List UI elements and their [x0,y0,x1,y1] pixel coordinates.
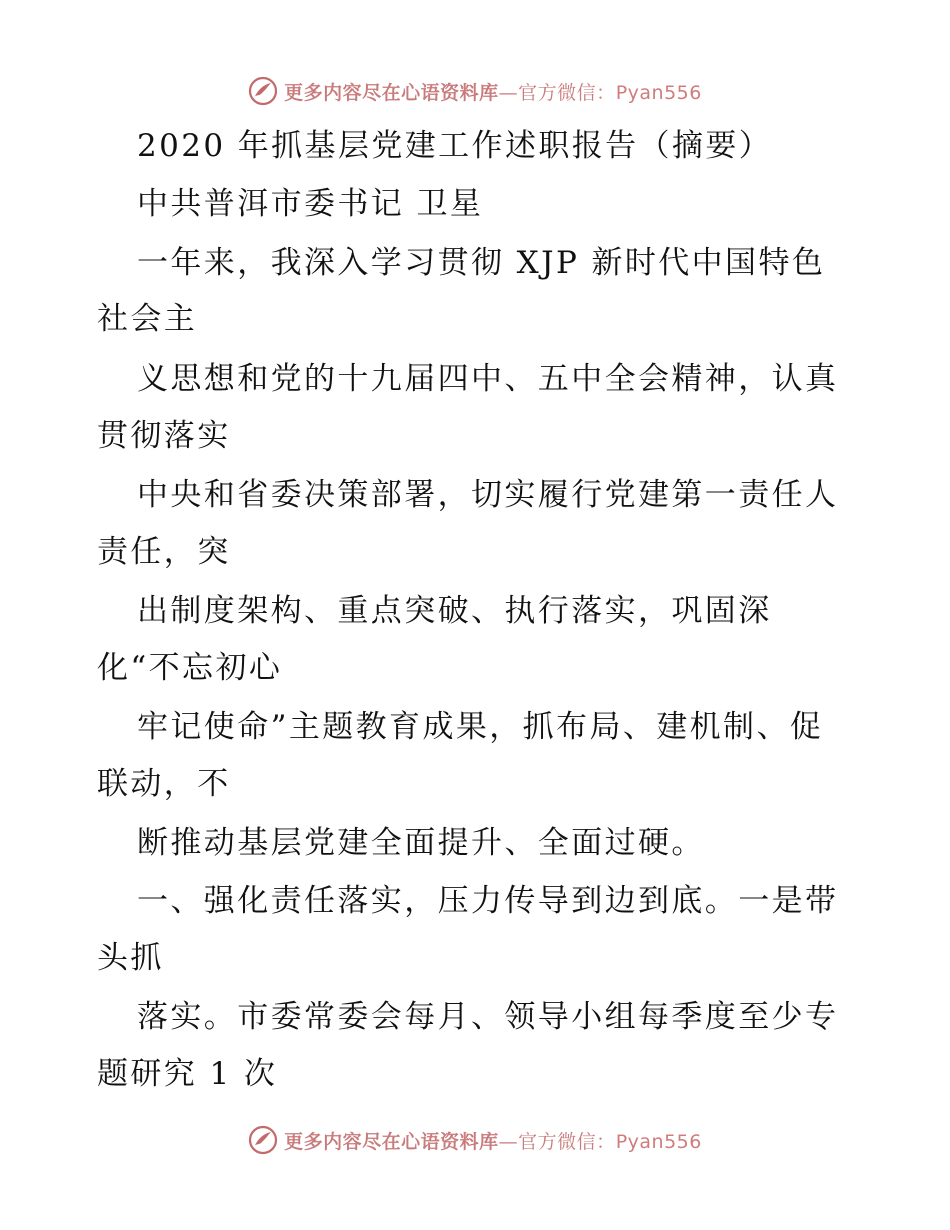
paragraph-line: 题研究 1 次 [97,1056,278,1092]
paragraph-line: 一年来，我深入学习贯彻 XJP 新时代中国特色 [137,245,826,281]
section-heading-line: 一、强化责任落实，压力传导到边到底。一是带 [137,883,839,919]
watermark-label: 官方微信： [518,81,616,104]
watermark-separator: — [498,1130,519,1153]
watermark-brand: 更多内容尽在心语资料库 [284,81,499,104]
watermark-text [284,1127,702,1154]
paragraph-line: 联动，不 [97,766,231,802]
watermark-separator: — [498,81,519,104]
paragraph-line: 出制度架构、重点突破、执行落实，巩固深 [137,593,772,629]
paragraph-line: 牢记使命”主题教育成果，抓布局、建机制、促 [137,709,824,745]
paragraph-line: 落实。市委常委会每月、领导小组每季度至少专 [137,999,839,1035]
paragraph-line: 头抓 [97,940,164,976]
watermark-wechat-id: Pyan556 [615,1130,702,1153]
watermark-brand: 更多内容尽在心语资料库 [284,1130,499,1153]
watermark-wechat-id: Pyan556 [615,81,702,104]
document-author: 中共普洱市委书记 卫星 [137,186,484,222]
footer-watermark [0,1122,950,1158]
paragraph-line: 中央和省委决策部署，切实履行党建第一责任人 [137,477,839,513]
paragraph-line: 贯彻落实 [97,418,231,454]
document-title: 2020 年抓基层党建工作述职报告（摘要） [137,128,773,164]
paragraph-line: 断推动基层党建全面提升、全面过硬。 [137,825,705,861]
watermark-label: 官方微信： [518,1130,616,1153]
paragraph-line: 责任，突 [97,534,231,570]
pen-logo-icon [248,1125,278,1155]
paragraph-line: 义思想和党的十九届四中、五中全会精神，认真 [137,361,839,397]
paragraph-line: 社会主 [97,301,198,337]
paragraph-line: 化“不忘初心 [97,650,283,686]
